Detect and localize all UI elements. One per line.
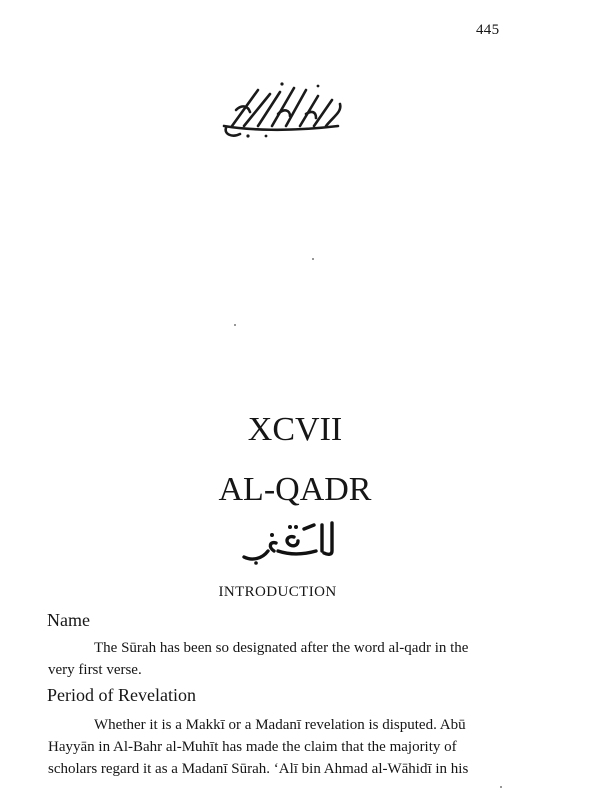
paragraph-line: very first verse.: [48, 662, 142, 678]
bismillah-calligraphy-icon: [218, 70, 346, 142]
name-paragraph: [48, 637, 508, 681]
period-paragraph: [48, 714, 508, 780]
scan-speck: [500, 786, 502, 788]
section-heading-period-of-revelation: Period of Revelation: [47, 685, 196, 705]
paragraph-line: The Sūrah has been so designated after the word al-qadr in the: [94, 640, 469, 656]
introduction-heading: INTRODUCTION: [218, 584, 337, 600]
scan-speck: [312, 258, 314, 260]
page-number: 445: [476, 22, 500, 38]
scan-speck: [234, 324, 236, 326]
section-heading-name: Name: [47, 610, 90, 630]
al-qadr-calligraphy-icon: [232, 515, 352, 567]
paragraph-line: scholars regard it as a Madanī Sūrah. ‘Alī bin Ahmad al-Wāhidī in his: [48, 761, 469, 777]
paragraph-line: Whether it is a Makkī or a Madanī revelation is disputed. Abū: [94, 717, 466, 733]
paragraph-line: Hayyān in Al-Bahr al-Muhīt has made the claim that the majority of: [48, 739, 457, 755]
chapter-title: AL-QADR: [218, 471, 372, 508]
chapter-number: XCVII: [247, 411, 343, 448]
